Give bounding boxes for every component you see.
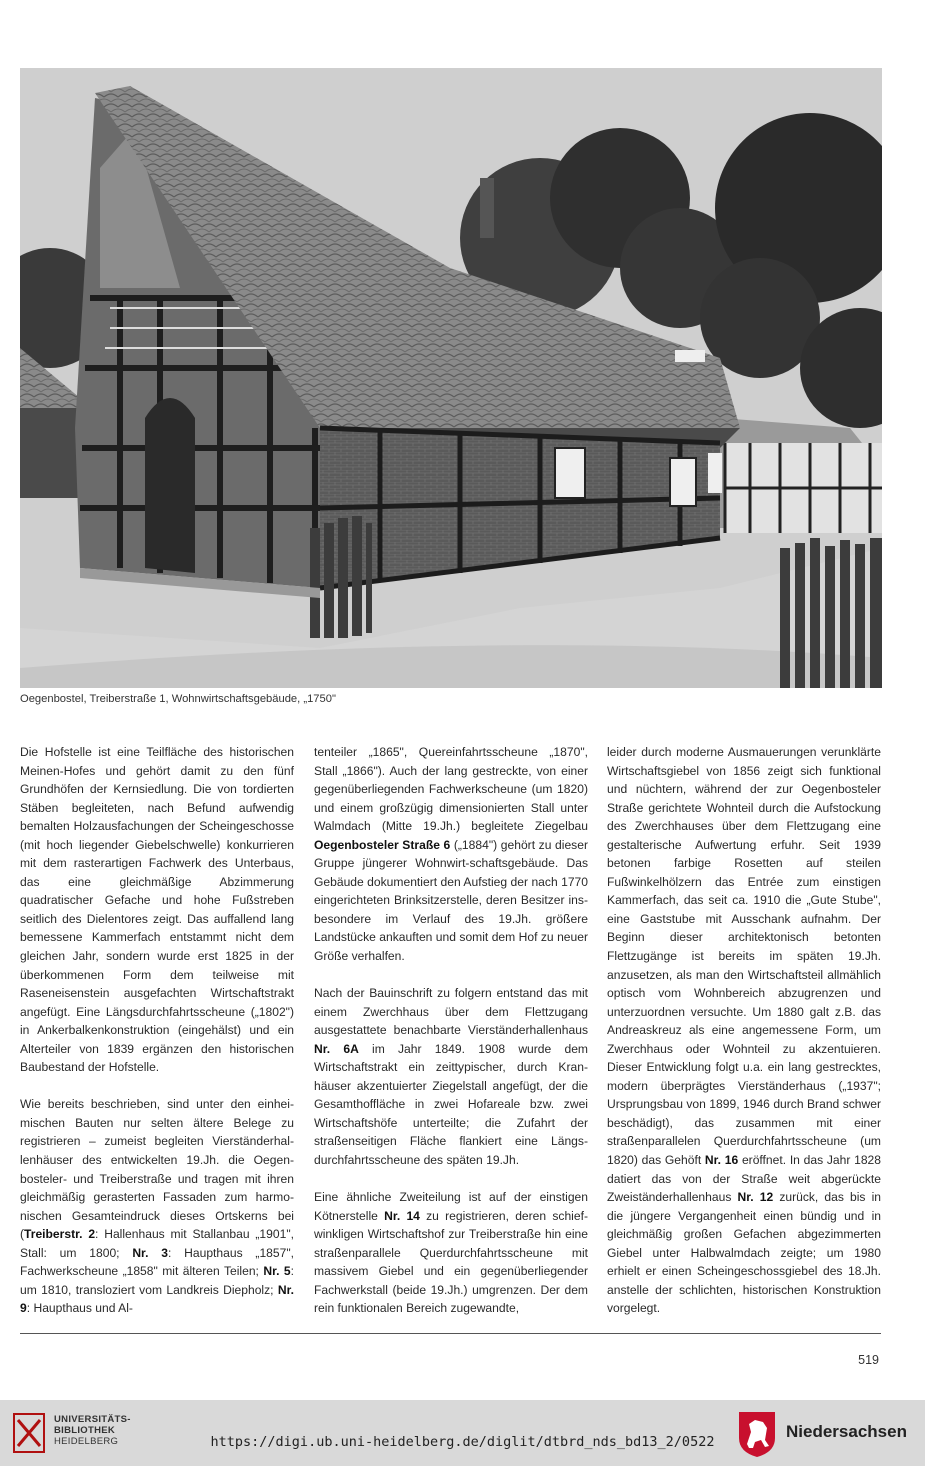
address-reference: Nr. 3 (132, 1245, 168, 1260)
address-reference: Treiberstr. 2 (24, 1227, 96, 1242)
paragraph (314, 743, 588, 966)
state-name: Niedersachsen (786, 1422, 907, 1441)
address-reference: Nr. 6A (314, 1041, 359, 1056)
text-run: leider durch moderne Ausmauerungen verunklärte Wirtschaftsgiebel von 1856 zeigt sich funktional und nüchtern, während der zur Oegenbosteler Straße gerichtete Wohnteil durch die Aufstockung des Zwerchhauses über dem Flettzugang eine gestalterische Aufwertung erfuhr. Seit 1939 betonen farbige Rosetten auf steilen Fußwinkelhölzern das Entrée zum einstigen Kammerfach, das seit ca. 1910 die „Gute Stube", eine Gaststube mit Ausschank aufnahm. Der Beginn dieser architektonisch betonten Flettzugänge ist bereits im späten 19.Jh. anzusetzen, als man den Wirtschaftsteil allmählich optisch vom Wohnbereich abzugrenzen und unterzuordnen versuchte. Um 1880 galt z.B. das Andreaskreuz als eine angemessene Form, um Zwerchhaus oder Wohnteil zu akzentuieren. Dieser Entwicklung folgt u.a. ein lang gestrecktes, modern überprägtes Vierständerhaus („1937"; Ursprungsbau von 1899, 1946 durch Brand schwer beschädigt), das zusammen mit einer straßenparallelen Querdurchfahrtsscheune (um 1820) das Gehöft (607, 745, 881, 1168)
lower-saxony-horse-emblem-icon (737, 1410, 777, 1458)
paragraph (607, 743, 881, 1318)
text-column-2 (314, 743, 588, 1318)
page-number: 519 (858, 1353, 879, 1367)
paragraph (20, 1095, 294, 1318)
figure-caption: Oegenbostel, Treiberstraße 1, Wohnwirtschaftsgebäude, „1750" (20, 693, 336, 705)
text-run: Die Hofstelle ist eine Teilfläche des historischen Meinen-Hofes und gehört damit zu den fünf Grundhöfen der Kernsiedlung. Die von tordierten Stäben begleiteten, nach Befund aufwendig bemalten Holzausfachungen der Scheingeschosse (mit hoch liegender Giebelschwelle) konkurrieren mit dem rasterartigen Fachwerk des Unterbaus, das eine gleichmäßige Abzimmerung quadratischer Gefache und hohe Fußstreben seitlich des Dielentores zeigt. Das auffallend lang bemessene Kammerfach entstammt nicht dem gleichen Jahr, sondern wurde erst 1825 in der überkommenen Form dem teilweise mit Raseneisenstein ausgefachten Wirtschaftstrakt angefügt. Eine Längsdurchfahrtsscheune („1802") in Ankerbalkenkonstruktion (eingehälst) und ein Alterteiler von 1839 ergänzen den historischen Baubestand der Hofstelle. (20, 745, 294, 1075)
text-run: zurück, das bis in die jüngere Vergangenheit einen bündig und in gleichmäßig großen Gefachen abgezimmerten Giebel unter Halbwalmdach zeigte; um 1980 erhielt er einen Scheingeschossgiebel des 18.Jh. anstelle der schlichten, historischen Konstruktion vorgelegt. (607, 1190, 882, 1316)
text-column-3 (607, 743, 881, 1318)
text-run: : um 1810, transloziert vom Landkreis Diepholz; (20, 1264, 295, 1297)
document-url-link[interactable]: https://digi.ub.uni-heidelberg.de/diglit/dtbrd_nds_bd13_2/0522 (210, 1434, 715, 1450)
digitization-footer (0, 1400, 925, 1466)
text-run: eröffnet. In das Jahr 1828 datiert das von der Straße weit abgerückte Zweiständerhallenhaus (607, 1153, 881, 1205)
address-reference: Nr. 14 (384, 1208, 420, 1223)
text-run: : Hallenhaus mit Stallanbau „1901", Stall: um 1800; (20, 1227, 294, 1260)
text-column-1 (20, 743, 294, 1318)
footer-rule (20, 1333, 881, 1334)
text-run: („1884") gehört zu dieser Gruppe jüngerer Wohnwirt-schaftsgebäude. Das Gebäude dokumentiert den Aufstieg der nach 1770 eingerichteten Brinksitzerstelle, deren Besitzer insbesondere im Verlauf des 19.Jh. größere Landstücke ankauften und somit dem Hof zu neuer Größe verhalfen. (314, 837, 588, 964)
address-reference: Nr. 12 (737, 1190, 774, 1205)
library-name-line: UNIVERSITÄTS- (54, 1414, 131, 1425)
farmhouse-photo (20, 68, 882, 688)
farmhouse-illustration (20, 68, 882, 688)
address-reference: Nr. 9 (20, 1282, 294, 1316)
text-run: : Haupthaus „1857", Fachwerkscheune „1858" mit älteren Teilen; (20, 1245, 295, 1279)
address-reference: Nr. 16 (704, 1153, 739, 1168)
text-run: Eine ähnliche Zweiteilung ist auf der einstigen Kötnerstelle (314, 1190, 588, 1223)
text-run: Nach der Bauinschrift zu folgern entstand das mit einem Zwerchhaus über dem Flettzugang ausgestattete benachbarte Vierständerhallenhaus (314, 986, 588, 1038)
library-name-line: HEIDELBERG (54, 1436, 119, 1447)
text-run: : Haupthaus und Al- (26, 1301, 133, 1316)
text-run: tenteiler „1865", Quereinfahrtsscheune „1870", Stall „1866"). Auch der lang gestreckte, von einer gegenüberliegenden Fachwerkscheune (um 1820) und einem großzügig dimensionierten Stall unter Walmdach (Mitte 19.Jh.) begleitete Ziegelbau (314, 745, 588, 834)
address-reference: Oegenbosteler Straße 6 (314, 837, 451, 852)
paragraph (314, 984, 588, 1169)
text-run: zu registrieren, deren schiefwinkligen Wirtschaftshof zur Treiberstraße hin eine straßenparallele Querdurchfahrtsscheune mit massivem Giebel und ein gegenüberliegender Fachwerkstall (beide 19.Jh.) umgrenzen. Der dem rein funktionalen Bereich zugewandte, (314, 1208, 588, 1316)
address-reference: Nr. 5 (263, 1264, 291, 1279)
paragraph (314, 1188, 588, 1318)
paragraph (20, 743, 294, 1077)
library-name-line: BIBLIOTHEK (54, 1425, 116, 1436)
text-run: Wie bereits beschrieben, sind unter den einheimischen Bauten nur selten ältere Belege zu registrieren – zumeist begleiten Vierständerhallenhäuser des entwickelten 19.Jh. die Oegenbosteler- und Treiberstraße und tragen mit ihren gleichmäßig gerasterten Fassaden zum harmonischen Gesamteindruck dieses Ortskerns bei ( (20, 1097, 294, 1242)
text-run: im Jahr 1849. 1908 wurde dem Wirtschaftstrakt ein zeittypischer, durch Kranhäuser akzentuierter Ziegelstall angefügt, der die Gesamthoffläche in zwei Hofareale bzw. zwei Wirtschaftshöfe unterteilte; die Zufahrt der straßenseitigen Fläche flankiert eine Längsdurchfahrtsscheune des späten 19.Jh. (314, 1041, 588, 1167)
